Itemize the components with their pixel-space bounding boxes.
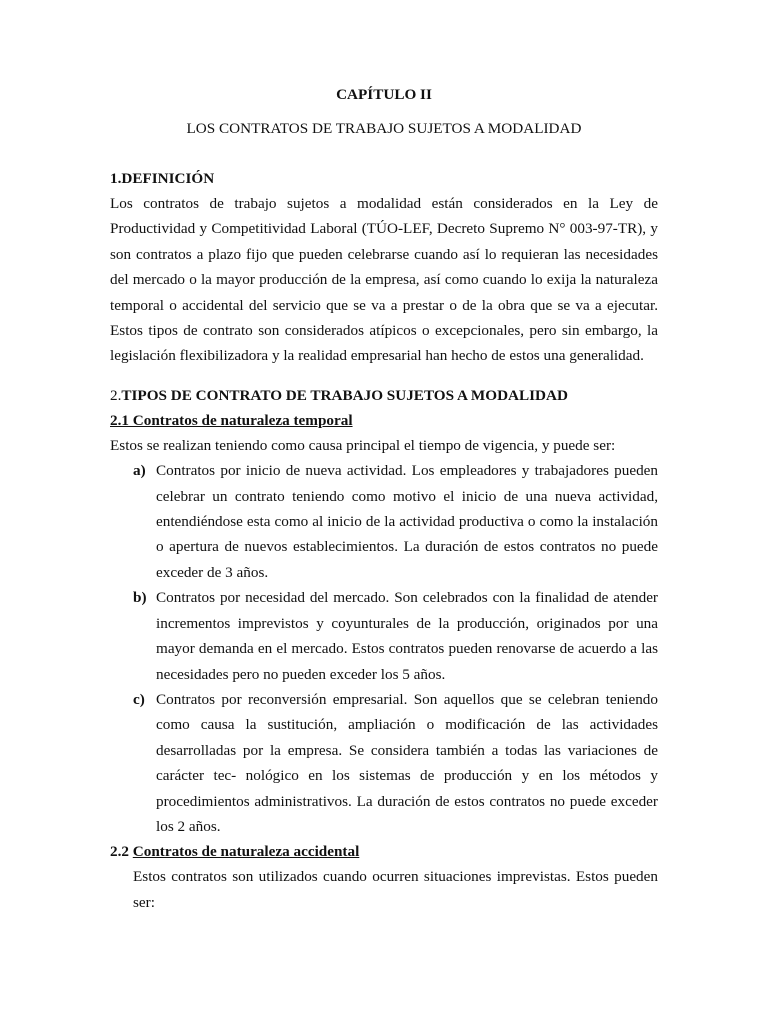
list-item-text: Contratos por reconversión empresarial. Son aquellos que se celebran teniendo como causa la sustitución, ampliación o modificación de las actividades desarrolladas por la empresa. Se considera también a todas las variaciones de carácter tec- nológico en los sistemas de producción y en los métodos y procedimientos administrativos. La duración de estos contratos no puede exceder los 2 años. bbox=[156, 690, 658, 835]
subsection-2-2-number: 2.2 bbox=[110, 843, 129, 861]
list-item bbox=[110, 458, 658, 585]
document-page bbox=[110, 78, 658, 915]
section-1-heading: 1.DEFINICIÓN bbox=[110, 170, 215, 187]
chapter-subtitle: LOS CONTRATOS DE TRABAJO SUJETOS A MODALIDAD bbox=[186, 120, 582, 137]
subsection-2-1-heading bbox=[110, 408, 658, 433]
section-2-heading bbox=[110, 383, 658, 408]
subsection-2-2-intro: Estos contratos son utilizados cuando ocurren situaciones imprevistas. Estos pueden ser: bbox=[133, 868, 658, 911]
subsection-2-2-title: Contratos de naturaleza accidental bbox=[132, 843, 360, 861]
section-2-number: 2. bbox=[110, 386, 122, 404]
section-2-title: TIPOS DE CONTRATO DE TRABAJO SUJETOS A MODALIDAD bbox=[121, 386, 568, 404]
list-item-text: Contratos por inicio de nueva actividad. Los empleadores y trabajadores pueden celebrar un contrato teniendo como motivo el inicio de una nueva actividad, entendiéndose esta como al inicio de la actividad productiva o como la instalación o apertura de nuevos establecimientos. La duración de estos contratos no puede exceder de 3 años. bbox=[156, 462, 658, 581]
definition-paragraph-1: Los contratos de trabajo sujetos a modalidad están considerados en la Ley de Productividad y Competitividad Laboral (TÚO-LEF, Decreto Supremo N° 003-97-TR), y son contratos a plazo fijo que pueden celebrarse cuando así lo requieran las necesidades del mercado o la mayor producción de la empresa, así como cuando lo exija la naturaleza temporal o accidental del servicio que se va a prestar o de la obra que se va a ejecutar. bbox=[110, 195, 658, 314]
list-item-text: Contratos por necesidad del mercado. Son celebrados con la finalidad de atender incrementos imprevistos y coyunturales de la producción, originados por una mayor demanda en el mercado. Estos contratos pueden renovarse de acuerdo a las necesidades pero no pueden exceder los 5 años. bbox=[156, 589, 658, 683]
definition-paragraph-2: Estos tipos de contrato son considerados atípicos o excepcionales, pero sin embargo, la legislación flexibilizadora y la realidad empresarial han hecho de estos una generalidad. bbox=[110, 322, 658, 365]
list-marker: c) bbox=[133, 690, 145, 708]
list-item bbox=[110, 585, 658, 687]
subsection-2-1-title: 2.1 Contratos de naturaleza temporal bbox=[110, 411, 353, 429]
chapter-title: CAPÍTULO II bbox=[336, 86, 432, 103]
list-marker: a) bbox=[133, 462, 146, 480]
subsection-2-1-intro: Estos se realizan teniendo como causa principal el tiempo de vigencia, y puede ser: bbox=[110, 436, 616, 454]
temporal-contracts-list bbox=[110, 458, 658, 839]
spacer bbox=[110, 369, 658, 383]
subsection-2-2-heading bbox=[110, 839, 658, 864]
spacer bbox=[110, 146, 658, 166]
list-item bbox=[110, 687, 658, 839]
list-marker: b) bbox=[133, 589, 147, 607]
